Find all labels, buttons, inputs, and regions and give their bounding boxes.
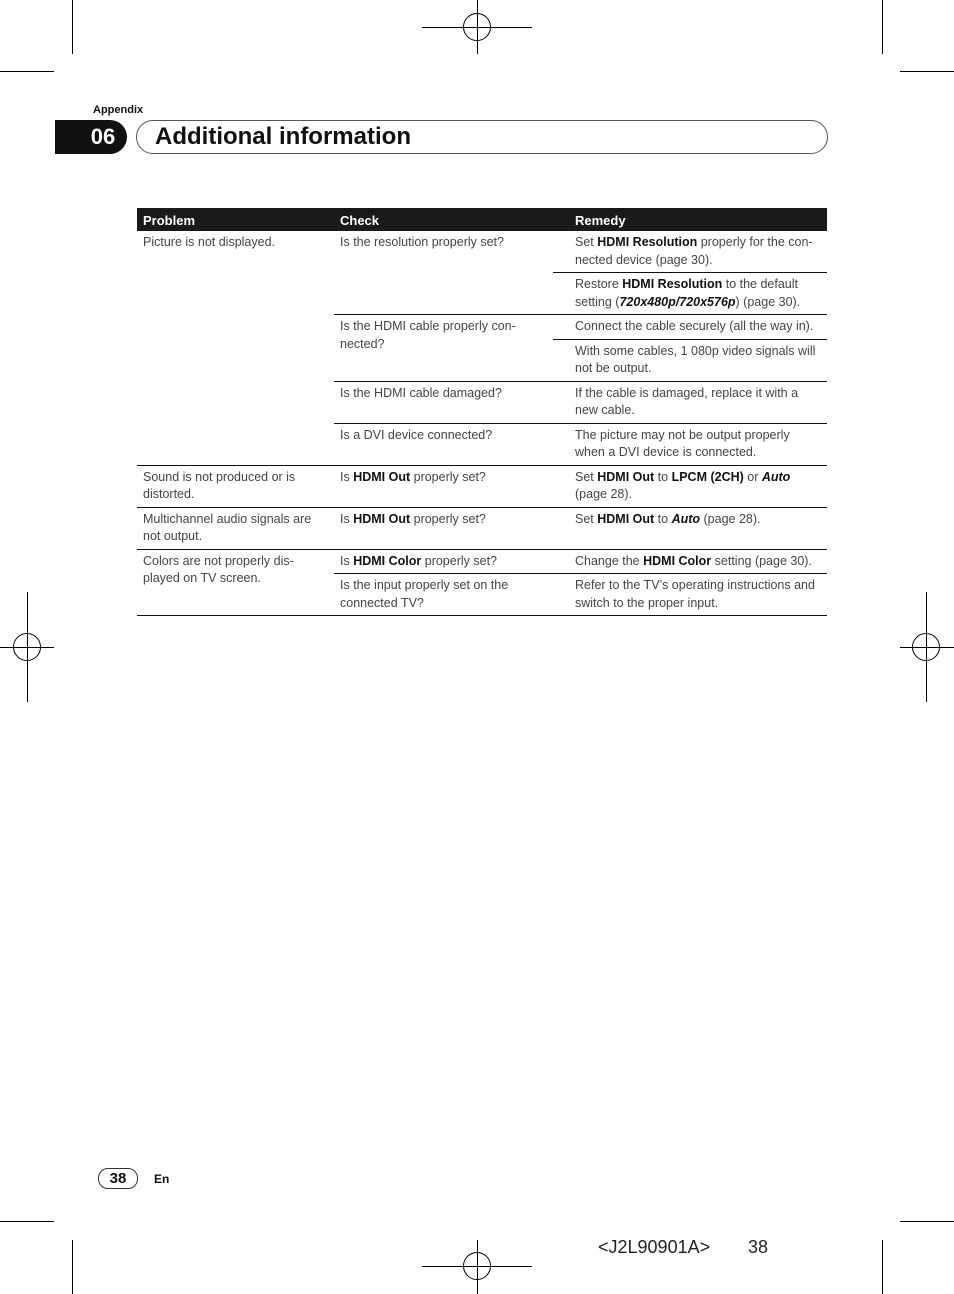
crop-mark <box>900 71 954 72</box>
text-run: Set <box>575 469 598 484</box>
text-run: The picture may not be output properly when a DVI device is connected. <box>575 427 790 459</box>
chapter-title: Additional information <box>155 123 411 150</box>
text-run: (page 28). <box>700 511 761 526</box>
crop-mark <box>882 0 883 54</box>
registration-circle <box>463 1252 491 1280</box>
text-run: LPCM (2CH) <box>671 469 744 484</box>
remedy-cell <box>553 339 827 381</box>
text-run: Auto <box>671 511 701 526</box>
table-row <box>137 507 827 549</box>
text-run: HDMI Resolution <box>597 235 698 249</box>
text-run: HDMI Out <box>353 469 411 484</box>
check-cell: Is the HDMI cable damaged? <box>334 381 553 423</box>
text-run: properly for the con-nected device (page 30). <box>575 235 813 267</box>
page-number: 38 <box>98 1168 138 1189</box>
text-run: or <box>743 469 762 484</box>
text-run: Set <box>575 511 598 526</box>
crop-mark <box>72 0 73 54</box>
text-run: HDMI Color <box>643 553 712 568</box>
check-cell <box>334 549 553 574</box>
text-run: (page 28). <box>575 487 632 501</box>
remedy-cell <box>553 507 827 549</box>
table-row <box>137 231 827 273</box>
remedy-cell <box>553 549 827 574</box>
text-run: 720x480p/720x576p <box>619 294 736 309</box>
text-run: If the cable is damaged, replace it with a new cable. <box>575 385 799 417</box>
text-run: HDMI Resolution <box>622 277 723 291</box>
check-cell <box>334 465 553 507</box>
column-header-check: Check <box>334 208 553 231</box>
text-run: to <box>654 511 672 526</box>
text-run: Change the <box>575 553 644 568</box>
text-run: properly set? <box>410 511 486 526</box>
check-cell <box>334 507 553 549</box>
registration-circle <box>13 633 41 661</box>
text-run: Refer to the TV’s operating instructions and switch to the proper input. <box>575 578 815 610</box>
text-run: Restore <box>575 277 623 291</box>
chapter-number: 06 <box>55 120 127 154</box>
remedy-cell <box>553 273 827 315</box>
check-cell: Is the input properly set on the connected TV? <box>334 574 553 616</box>
section-label: Appendix <box>93 104 144 116</box>
table-row <box>137 549 827 574</box>
text-run: to <box>654 469 672 484</box>
check-cell: Is a DVI device connected? <box>334 423 553 465</box>
column-header-remedy: Remedy <box>553 208 827 231</box>
text-run: properly set? <box>421 553 497 568</box>
text-run: HDMI Out <box>597 511 655 526</box>
table-row <box>137 465 827 507</box>
remedy-cell <box>553 465 827 507</box>
troubleshooting-table <box>137 208 827 616</box>
text-run: to the default setting ( <box>575 277 799 309</box>
table-header-row <box>137 208 827 231</box>
text-run: Connect the cable securely (all the way in). <box>575 319 814 333</box>
document-page-number: 38 <box>748 1237 769 1257</box>
text-run: setting (page 30). <box>711 553 812 568</box>
problem-cell: Sound is not produced or is distorted. <box>137 465 334 507</box>
remedy-cell <box>553 231 827 273</box>
check-cell: Is the HDMI cable properly con-nected? <box>334 315 553 382</box>
problem-cell: Picture is not displayed. <box>137 231 334 465</box>
crop-mark <box>900 1221 954 1222</box>
remedy-cell <box>553 423 827 465</box>
language-code: En <box>154 1172 170 1186</box>
problem-cell: Colors are not properly dis-played on TV screen. <box>137 549 334 616</box>
document-code: <J2L90901A> <box>598 1237 711 1257</box>
check-cell: Is the resolution properly set? <box>334 231 553 315</box>
text-run: properly set? <box>410 469 486 484</box>
text-run: Is <box>340 511 354 526</box>
text-run: Is <box>340 553 354 568</box>
chapter-title-box <box>136 120 828 154</box>
text-run: Auto <box>761 469 791 484</box>
crop-mark <box>0 1221 54 1222</box>
remedy-cell <box>553 381 827 423</box>
problem-cell: Multichannel audio signals are not output. <box>137 507 334 549</box>
text-run: HDMI Out <box>597 469 655 484</box>
registration-circle <box>912 633 940 661</box>
registration-circle <box>463 13 491 41</box>
column-header-problem: Problem <box>137 208 334 231</box>
remedy-cell <box>553 574 827 616</box>
text-run: HDMI Out <box>353 511 411 526</box>
crop-mark <box>882 1240 883 1294</box>
crop-mark <box>72 1240 73 1294</box>
text-run: HDMI Color <box>353 553 422 568</box>
text-run: With some cables, 1 080p video signals will not be output. <box>575 343 816 375</box>
remedy-cell <box>553 315 827 340</box>
text-run: Is <box>340 469 354 484</box>
text-run: Set <box>575 235 598 249</box>
crop-mark <box>0 71 54 72</box>
text-run: ) (page 30). <box>735 294 801 309</box>
table-body <box>137 231 827 616</box>
